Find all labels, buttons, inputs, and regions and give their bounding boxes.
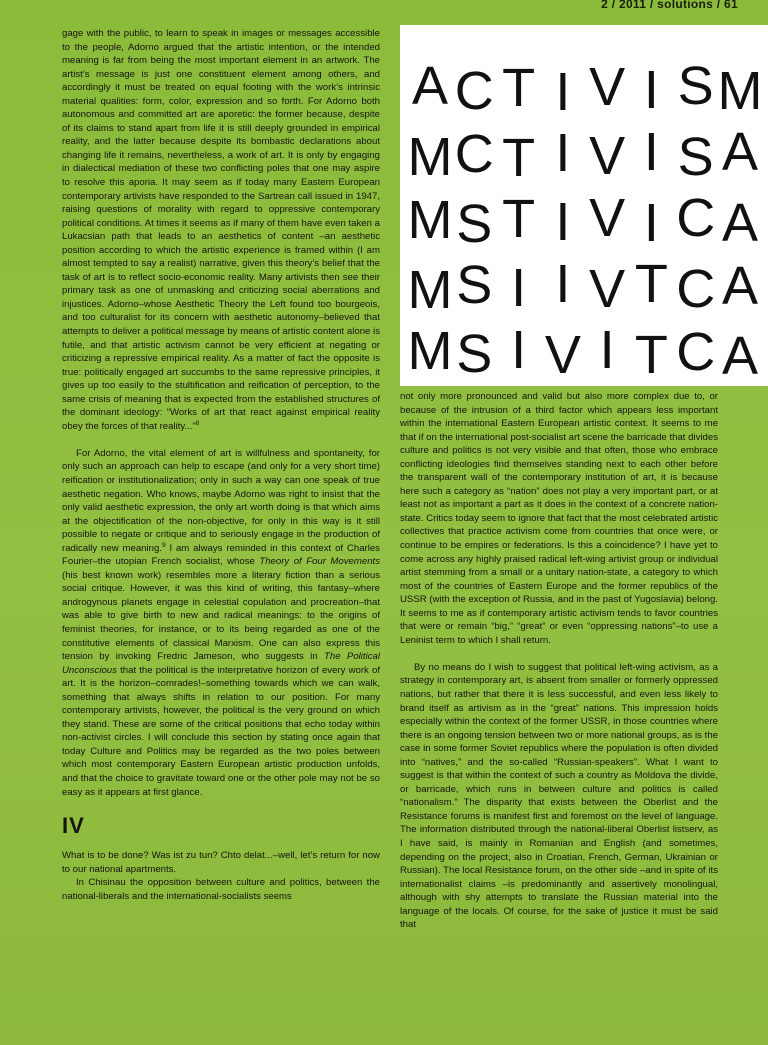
body-paragraph: For Adorno, the vital element of art is willfulness and spontaneity, for only such an approach can help to escape (and only for a very short time) reification or institutionalization; only in such a way can one speak of true aesthetic negation. Who knows, maybe Adorno was right to insist that the only valid aesthetic expression, the only art worth doing is that which aims at the objectification of the non-objective, for only in this way is it still possible to negate or critique and to seriously engage in the production of radically new meaning.$^9$ I am always reminded in this context of Charles Fourier–the utopian French socialist, whose Theory of Four Movements (his best known work) resembles more a literary fiction than a serious social critique. However, it was this kind of writing, this fantasy–where androgynous planets engage in celestial copulation and procreation–that was able to give birth to new and radical meanings: to the origins of feminist theories, for instance, or to its being regarded as one of the constitutive elements of classical Marxism. One can also express this tension by invoking Fredric Jameson, who suggests in The Political Unconscious that the political is the interpretative horizon of every work of art. It is the horizon–comrades!–something towards which we can walk, something that always shifts in relation to our position. For many contemporary artivists, however, the political is the very ground on which they stand. These are some of the critical positions that echo today within non-activist circles. I will conclude this section by stating once again that today Culture and Politics may be regarded as the two poles between which most contemporary Eastern European artistic production unfolds, and that the choice to gravitate toward one or the other pole may not be so easy as it appears at first glance. [62, 447, 380, 798]
artwork-line: MS T I V I C A [407, 188, 759, 254]
book-title: Theory of Four Movements [259, 556, 380, 568]
artwork-line: MS I I V T C A [407, 254, 759, 320]
body-paragraph: By no means do I wish to suggest that political left-wing activism, as a strategy in contemporary art, is absent from smaller or formerly oppressed nations, but rather that there it is less successful, and even less likely to brand itself as artivism as in the “great” nations. This impression holds especially within the context of the former USSR, in those countries where there is an ongoing tension between two or more national groups, as is the case in some former Soviet republics where the population is often divided into “natives,” and the so-called “Russian-speakers”. What I want to suggest is that within the context of such a country as Moldova the divide, or barricade, which runs in between culture and politics is called “nationalism.” The disparity that exists between the Oberlist and the Resistance forums is manifest first and foremost on the level of language. The information distributed through the national-liberal Oberlist listserv, as I have said, is mainly in Romanian and English (and sometimes, depending on the project, also in Croatian, French, German, Ukrainian or Russian). The local Resistance forum, on the other side –and in spite of its internationalist claims –is predominantly and assertively monolingual, although with shy attempts to translate the Russian material into the language of the locals. Of course, for the sake of justice it must be said that [400, 661, 718, 931]
body-paragraph: gage with the public, to learn to speak in images or messages accessible to the people, Adorno argued that the artistic intention, or the intended meaning is far from being the most important element in an artwork. The artist’s message is just one constituent element among others, and accordingly it must be treated on equal footing with the work’s intrinsic material qualities: form, color, expression and so forth. For Adorno both autonomous and committed art are aporetic: the former because, despite of its claims to stand apart from life it is still deeply grounded in empirical reality, and the latter because despite its bombastic declarations about changing life it remains, nevertheless, a work of art. It is only by engaging in dialectical mediation of these two conflicting poles that one may aspire to resolve this aporia. It may seem as if today many Eastern European contemporary artivists have responded to the Sartrean call issued in 1947, raising questions of morality with regard to oppressive contemporary political conditions. At times it seems as if many of them have even taken a Lukacsian path that leads to an aesthetics of content –an aesthetic position according to which the artistic experience is framed within (I am almost tempted to say a realist) narrative, given this theory’s belief that the task of art is to reflect socio-economic reality. Many artivists then see their primary task as one of unmasking and criticizing social aberrations and injustices. Adorno–whose Aesthetic Theory the Left found too bourgeois, and too culturalist for its concern with aesthetic autonomy–believed that attempts to deliver a political message by means of artistic content alone is futile, and that artistic activism cannot be very efficient at negating or criticizing a repressive empirical reality. As a matter of fact the opposite is true: politically engaged art succumbs to the same repressive principles, it gives up too easily to the stultification and reification of perception, to the same crisis of meaning that is expected from the established structures of the dominant ideology: “Works of art that react against empirical reality obey the forces of that reality...”$^8$ [62, 28, 380, 432]
body-paragraph: not only more pronounced and valid but also more complex due to, or because of the intrusion of a third factor which appears less important within the international Eastern European artistic context. It seems to me that if on the international post-socialist art scene the barricade that divides culture and politics is not very visible and that often, those who embrace conflicting ideologies find themselves standing next to each other before the transparent wall of the contemporary institution of art, it is because here such a category as “nation” does not play a very important part, or at least not as important a part as it does in the context of a concrete nation-state. Critics today seem to ignore that fact that the most celebrated artistic collectives that practice activism come from countries that once were, or continue to be empires or federations. Is this a coincidence? I have yet to come across any highly praised radical left-wing artivist group or individual artist stemming from a small or a unitary nation-state, a category to which most of the countries of Eastern Europe and the former republics of the USSR (with the exception of Russia, and in the past of Yugoslavia) belong. It seems to me as if contemporary artistic activism tends to favor countries that were or remain “big,” “great” or even “oppressing nations”–to use a Leninist term to which I shall return. [400, 391, 718, 646]
artwork-line: MC T I V I S A [407, 122, 759, 188]
handwritten-artwork [400, 25, 768, 386]
body-paragraph: In Chisinau the opposition between culture and politics, between the national-liberals and the international-socialists seems [62, 877, 380, 902]
footnote-ref: 8 [195, 419, 200, 427]
artwork-lettering [400, 25, 768, 386]
running-head: 2 / 2011 / solutions / 61 [601, 0, 738, 11]
left-text-column [62, 27, 380, 903]
artwork-line: MS I V I T C A [407, 320, 759, 386]
footnote-ref: 9 [161, 541, 166, 549]
book-title: The Political Unconscious [62, 651, 380, 676]
right-text-column [400, 390, 718, 932]
body-paragraph: What is to be done? Was ist zu tun? Chto delat...–well, let’s return for now to our national apartments. [62, 850, 380, 875]
section-heading: IV [62, 813, 85, 839]
artwork-line: A C T I V I SM [411, 56, 763, 122]
